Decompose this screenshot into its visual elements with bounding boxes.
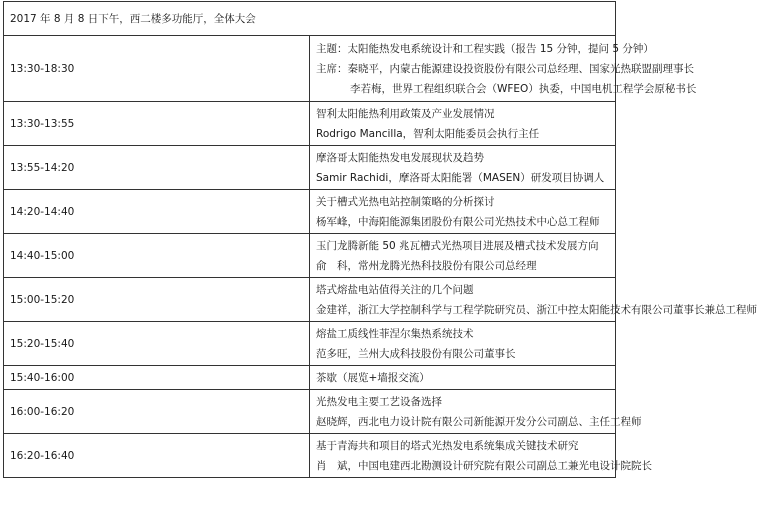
table-row — [4, 190, 616, 234]
speaker-line: 俞 科，常州龙腾光热科技股份有限公司总经理 — [316, 259, 537, 272]
table-row — [4, 36, 616, 102]
topic-line: 主题：太阳能热发电系统设计和工程实践（报告 15 分钟，提问 5 分钟） — [316, 42, 654, 55]
content-cell — [310, 102, 616, 146]
speaker-line: 赵晓辉，西北电力设计院有限公司新能源开发分公司副总、主任工程师 — [316, 415, 642, 428]
content-cell — [310, 190, 616, 234]
content-cell — [310, 322, 616, 366]
break-line: 茶歇（展览+墙报交流） — [316, 371, 430, 384]
speaker-line: 肖 斌，中国电建西北勘测设计研究院有限公司副总工兼光电设计院院长 — [316, 459, 652, 472]
speaker-line: 杨军峰，中海阳能源集团股份有限公司光热技术中心总工程师 — [316, 215, 600, 228]
time-cell: 15:40-16:00 — [4, 366, 310, 390]
speaker-line: Samir Rachidi，摩洛哥太阳能署（MASEN）研发项目协调人 — [316, 171, 605, 184]
time-cell: 13:30-18:30 — [4, 36, 310, 102]
time-cell: 15:20-15:40 — [4, 322, 310, 366]
session-header: 2017 年 8 月 8 日下午，西二楼多功能厅，全体大会 — [4, 2, 616, 36]
table-row — [4, 322, 616, 366]
talk-title: 摩洛哥太阳能热发电发展现状及趋势 — [316, 151, 484, 164]
time-cell: 16:20-16:40 — [4, 434, 310, 478]
time-cell: 14:20-14:40 — [4, 190, 310, 234]
time-cell: 13:30-13:55 — [4, 102, 310, 146]
table-row — [4, 102, 616, 146]
chair-line: 主席：秦晓平，内蒙古能源建设投资股份有限公司总经理、国家光热联盟副理事长 — [316, 62, 694, 75]
chair-line: 李若梅，世界工程组织联合会（WFEO）执委，中国电机工程学会原秘书长 — [350, 82, 697, 95]
content-cell — [310, 36, 697, 102]
content-cell — [310, 366, 616, 390]
speaker-line: Rodrigo Mancilla，智利太阳能委员会执行主任 — [316, 127, 540, 140]
table-row — [4, 434, 616, 478]
time-cell: 13:55-14:20 — [4, 146, 310, 190]
talk-title: 光热发电主要工艺设备选择 — [316, 395, 442, 408]
speaker-line: 范多旺，兰州大成科技股份有限公司董事长 — [316, 347, 516, 360]
talk-title: 关于槽式光热电站控制策略的分析探讨 — [316, 195, 495, 208]
content-cell — [310, 146, 616, 190]
table-row — [4, 234, 616, 278]
content-cell — [310, 390, 642, 434]
talk-title: 基于青海共和项目的塔式光热发电系统集成关键技术研究 — [316, 439, 579, 452]
table-row — [4, 278, 616, 322]
content-cell — [310, 278, 757, 322]
time-cell: 15:00-15:20 — [4, 278, 310, 322]
time-cell: 16:00-16:20 — [4, 390, 310, 434]
talk-title: 智利太阳能热利用政策及产业发展情况 — [316, 107, 495, 120]
schedule-table — [3, 1, 757, 478]
content-cell — [310, 434, 652, 478]
talk-title: 熔盐工质线性菲涅尔集热系统技术 — [316, 327, 474, 340]
table-row — [4, 366, 616, 390]
table-row — [4, 390, 616, 434]
talk-title: 玉门龙腾新能 50 兆瓦槽式光热项目进展及槽式技术发展方向 — [316, 239, 599, 252]
table-row — [4, 146, 616, 190]
talk-title: 塔式熔盐电站值得关注的几个问题 — [316, 283, 474, 296]
content-cell — [310, 234, 616, 278]
time-cell: 14:40-15:00 — [4, 234, 310, 278]
header-row — [4, 2, 616, 36]
speaker-line: 金建祥，浙江大学控制科学与工程学院研究员、浙江中控太阳能技术有限公司董事长兼总工程师 — [316, 303, 757, 316]
